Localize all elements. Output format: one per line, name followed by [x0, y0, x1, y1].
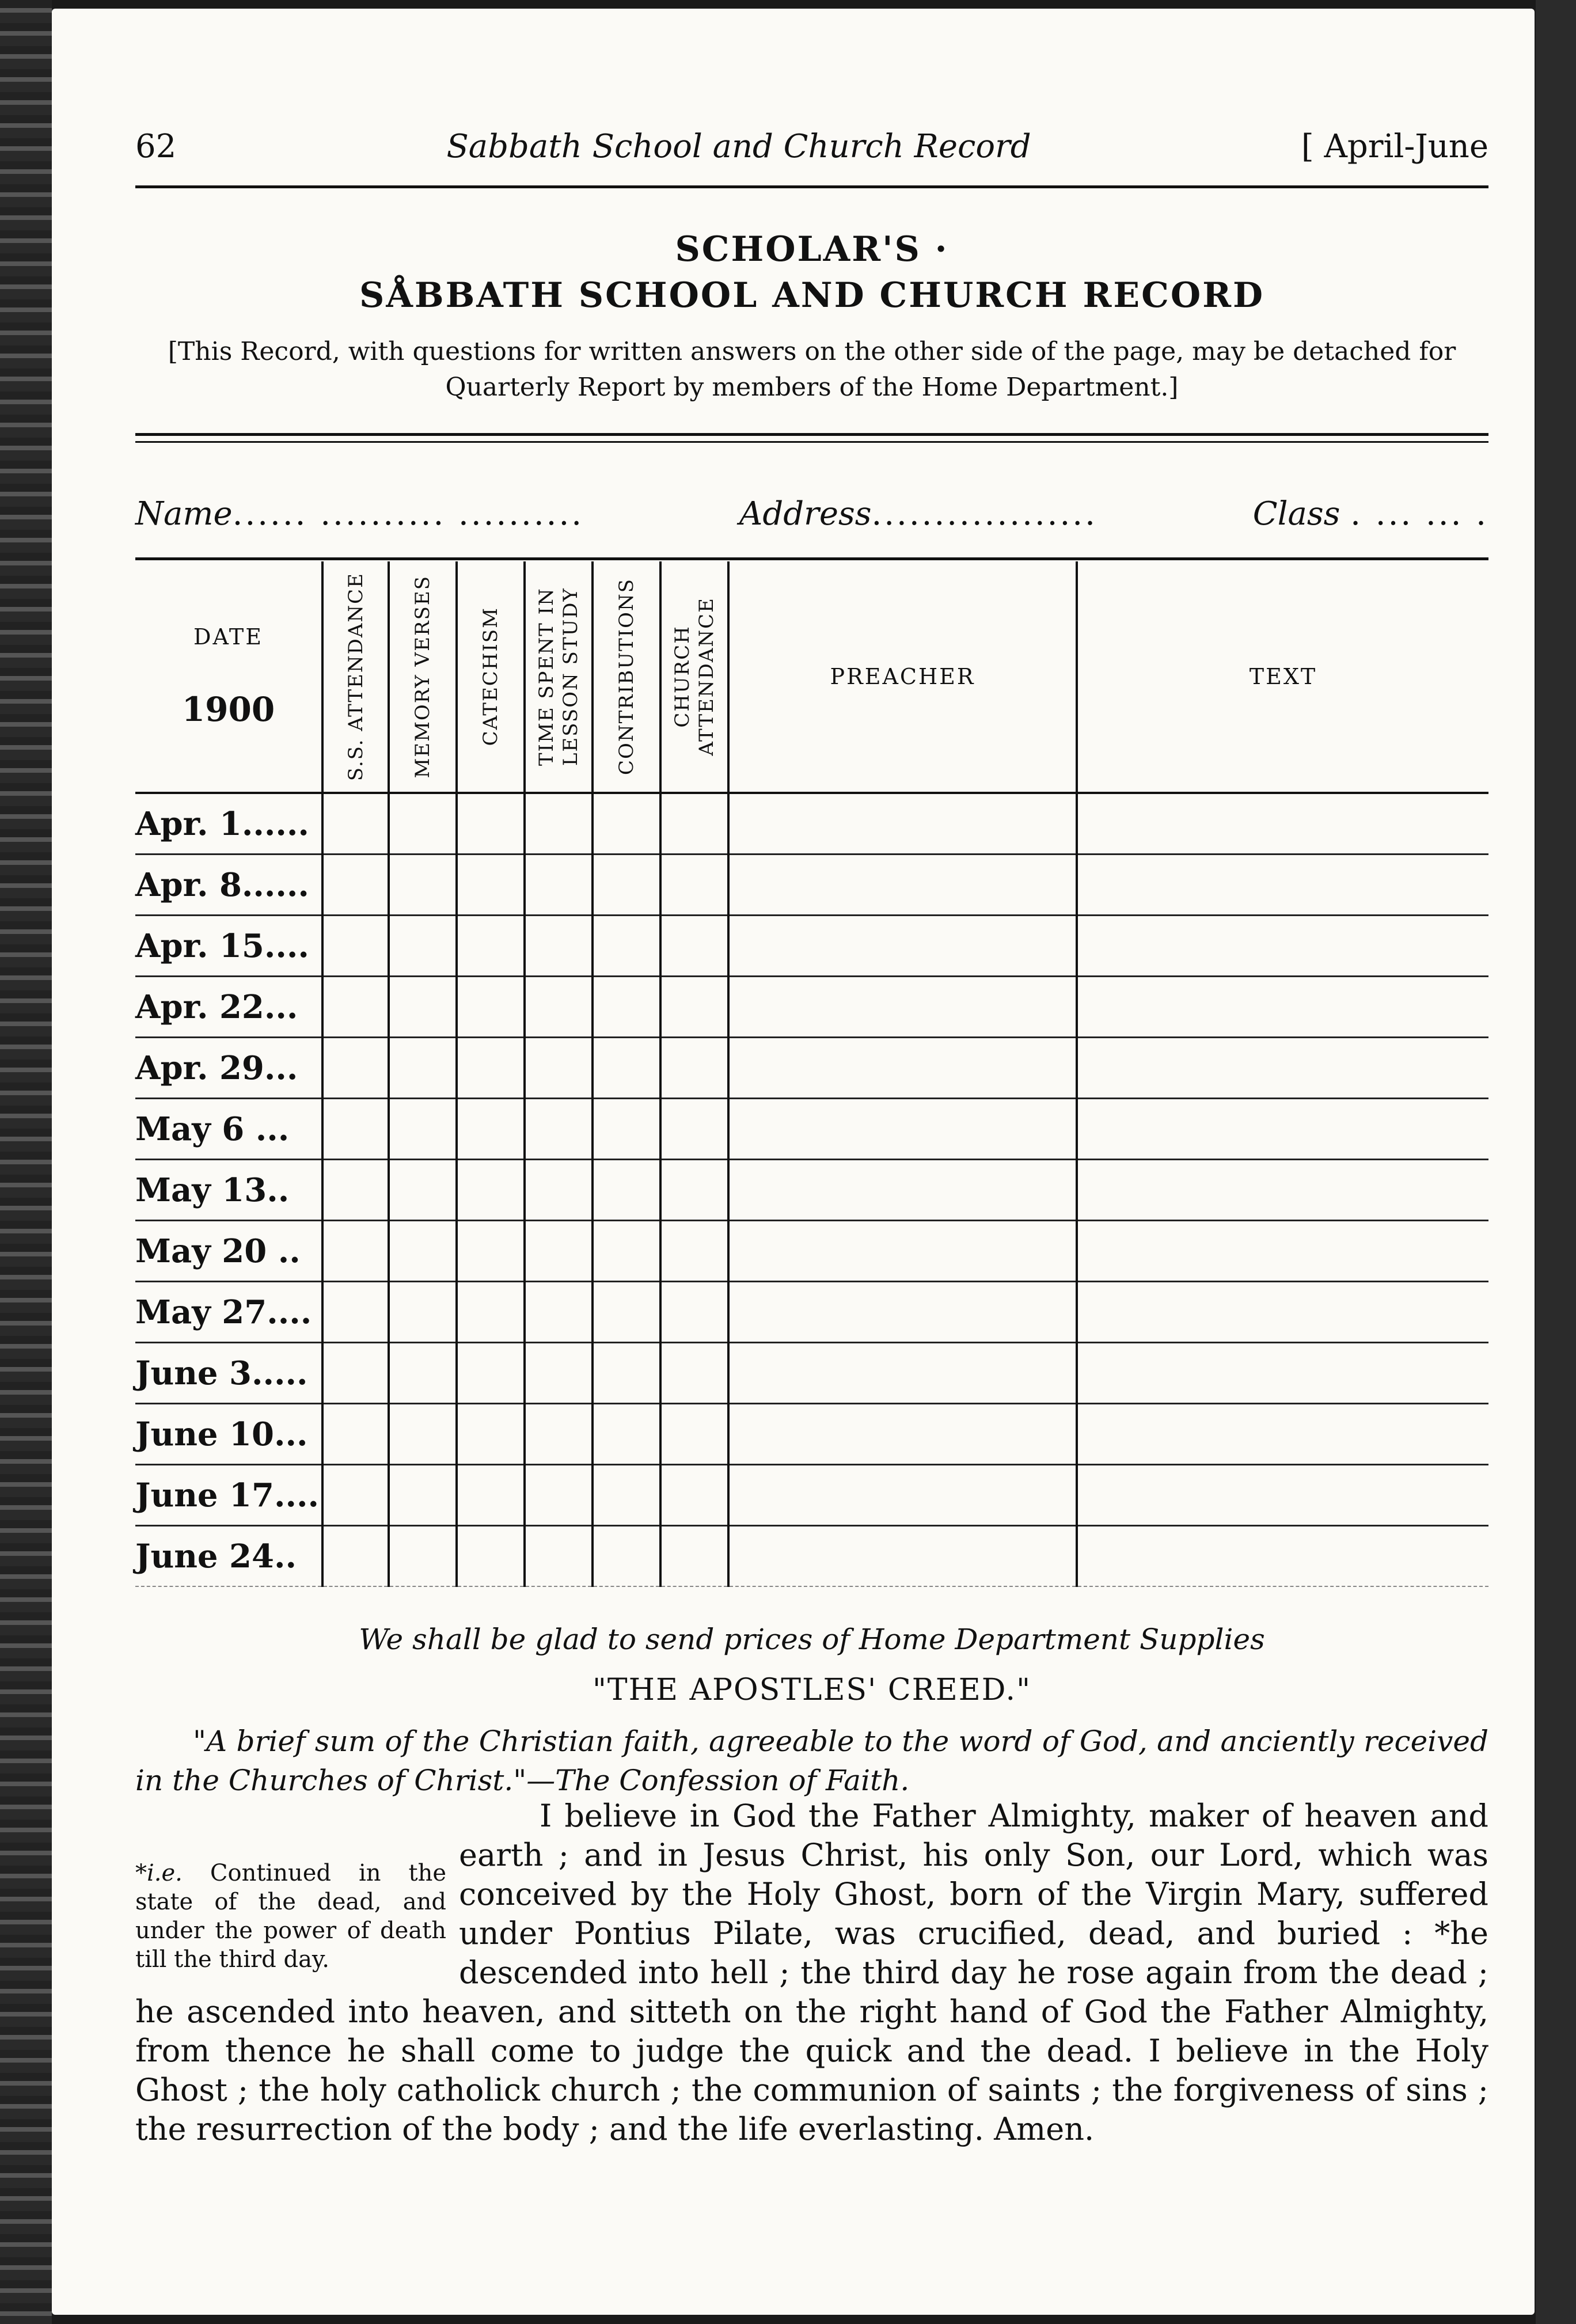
cell-catechism[interactable] — [457, 916, 525, 977]
cell-church-attendance[interactable] — [660, 916, 728, 977]
record-heading-line2: SÅBBATH SCHOOL AND CHURCH RECORD — [359, 275, 1264, 316]
cell-contributions[interactable] — [593, 1404, 660, 1465]
cell-preacher[interactable] — [728, 977, 1077, 1038]
catechism-label: CATECHISM — [479, 607, 502, 746]
row-date: Apr. 1...... — [135, 793, 322, 855]
cell-preacher[interactable] — [728, 1404, 1077, 1465]
cell-ss-attendance[interactable] — [322, 916, 389, 977]
cell-memory-verses[interactable] — [389, 1404, 457, 1465]
cell-church-attendance[interactable] — [660, 1160, 728, 1221]
cell-catechism[interactable] — [457, 1282, 525, 1343]
cell-text[interactable] — [1077, 916, 1488, 977]
church-attendance-label: CHURCH ATTENDANCE — [671, 597, 718, 756]
cell-contributions[interactable] — [593, 977, 660, 1038]
cell-lesson-study[interactable] — [525, 1465, 593, 1526]
row-date: May 6 ... — [135, 1099, 322, 1160]
column-header-memory-verses — [389, 561, 457, 793]
cell-church-attendance[interactable] — [660, 1526, 728, 1587]
year-label: 1900 — [181, 690, 275, 729]
cell-contributions[interactable] — [593, 1221, 660, 1282]
memory-verses-label: MEMORY VERSES — [411, 575, 434, 779]
cell-memory-verses[interactable] — [389, 793, 457, 855]
cell-ss-attendance[interactable] — [322, 1465, 389, 1526]
cell-ss-attendance[interactable] — [322, 1282, 389, 1343]
cell-catechism[interactable] — [457, 1160, 525, 1221]
cell-lesson-study[interactable] — [525, 1343, 593, 1404]
creed-intro: "A brief sum of the Christian faith, agreeable to the word of God, and anciently received in the Churches of Christ."—The Confession of Faith. — [135, 1725, 1488, 1797]
record-note: [This Record, with questions for written answers on the other side of the page, may be detached for Quarterly Report by members of the Home Department.] — [168, 337, 1456, 402]
address-dots: .................. — [871, 495, 1097, 533]
contributions-label: CONTRIBUTIONS — [615, 578, 638, 775]
cell-church-attendance[interactable] — [660, 1343, 728, 1404]
creed-body — [135, 1797, 1488, 2149]
table-row — [135, 977, 1488, 1038]
cell-contributions[interactable] — [593, 793, 660, 855]
column-header-catechism — [457, 561, 525, 793]
cell-text[interactable] — [1077, 1282, 1488, 1343]
row-date: June 17.... — [135, 1465, 322, 1526]
cell-memory-verses[interactable] — [389, 1282, 457, 1343]
cell-memory-verses[interactable] — [389, 1465, 457, 1526]
table-row — [135, 1160, 1488, 1221]
cell-catechism[interactable] — [457, 1526, 525, 1587]
side-note-abbrev: *i.e. — [135, 1860, 183, 1886]
column-header-ss-attendance — [322, 561, 389, 793]
row-date: Apr. 8...... — [135, 855, 322, 916]
cell-text[interactable] — [1077, 1160, 1488, 1221]
cell-catechism[interactable] — [457, 1465, 525, 1526]
table-row — [135, 1282, 1488, 1343]
fields-rule — [135, 557, 1488, 560]
cell-text[interactable] — [1077, 1526, 1488, 1587]
record-table — [135, 561, 1488, 1587]
table-row — [135, 1038, 1488, 1099]
address-field[interactable] — [739, 495, 1097, 547]
name-dots: ...... .......... .......... — [232, 495, 584, 533]
cell-ss-attendance[interactable] — [322, 1343, 389, 1404]
cell-preacher[interactable] — [728, 1038, 1077, 1099]
cell-catechism[interactable] — [457, 1099, 525, 1160]
row-date: Apr. 15.... — [135, 916, 322, 977]
cell-text[interactable] — [1077, 855, 1488, 916]
cell-memory-verses[interactable] — [389, 1160, 457, 1221]
date-column-header — [135, 561, 322, 793]
row-date: June 10... — [135, 1404, 322, 1465]
column-header-lesson-study — [525, 561, 593, 793]
table-row — [135, 1221, 1488, 1282]
cell-text[interactable] — [1077, 1038, 1488, 1099]
cell-ss-attendance[interactable] — [322, 977, 389, 1038]
cell-preacher[interactable] — [728, 1526, 1077, 1587]
running-title: Sabbath School and Church Record — [446, 128, 1031, 165]
cell-text[interactable] — [1077, 1404, 1488, 1465]
double-rule-top — [135, 433, 1488, 436]
scholar-fields — [135, 495, 1488, 547]
running-header — [135, 128, 1488, 180]
cell-contributions[interactable] — [593, 1526, 660, 1587]
lesson-study-label: TIME SPENT IN LESSON STUDY — [535, 587, 582, 766]
table-row — [135, 916, 1488, 977]
cell-church-attendance[interactable] — [660, 855, 728, 916]
cell-memory-verses[interactable] — [389, 977, 457, 1038]
cell-text[interactable] — [1077, 1465, 1488, 1526]
cell-lesson-study[interactable] — [525, 1160, 593, 1221]
side-note-text: Continued in the state of the dead, and under the power of death till the third day. — [135, 1860, 447, 1973]
creed-text: I believe in God the Father Almighty, maker of heaven and earth ; and in Jesus Christ, his only Son, our Lord, which was conceived by the Holy Ghost, born of the Virgin Mary, suffered under Pontius Pilate, was crucified, dead, and buried : *he descended into hell ; the third day he rose again from the dead ; he ascended into heaven, and sitteth on the right hand of God the Father Almighty, from thence he shall come to judge the quick and the dead. I believe in the Holy Ghost ; the holy catholick church ; the communion of saints ; the forgiveness of sins ; the resurrection of the body ; and the life everlasting. Amen. — [135, 1798, 1488, 2147]
cell-contributions[interactable] — [593, 1282, 660, 1343]
double-rule-bottom — [135, 441, 1488, 443]
cell-text[interactable] — [1077, 977, 1488, 1038]
row-date: Apr. 22... — [135, 977, 322, 1038]
cell-church-attendance[interactable] — [660, 1404, 728, 1465]
cell-contributions[interactable] — [593, 1343, 660, 1404]
cell-text[interactable] — [1077, 1343, 1488, 1404]
cell-catechism[interactable] — [457, 1404, 525, 1465]
creed-title: "THE APOSTLES' CREED." — [593, 1673, 1031, 1707]
cell-church-attendance[interactable] — [660, 977, 728, 1038]
row-date: June 24.. — [135, 1526, 322, 1587]
cell-ss-attendance[interactable] — [322, 1160, 389, 1221]
cell-contributions[interactable] — [593, 1099, 660, 1160]
record-body — [135, 793, 1488, 1586]
row-date: May 13.. — [135, 1160, 322, 1221]
class-field[interactable] — [1253, 495, 1488, 547]
ss-attendance-label: S.S. ATTENDANCE — [344, 572, 367, 781]
table-row — [135, 1343, 1488, 1404]
name-field[interactable] — [135, 495, 584, 547]
cell-preacher[interactable] — [728, 855, 1077, 916]
class-dots: . ... ... . — [1350, 495, 1488, 533]
cell-catechism[interactable] — [457, 1038, 525, 1099]
table-row — [135, 1099, 1488, 1160]
cell-contributions[interactable] — [593, 855, 660, 916]
cell-preacher[interactable] — [728, 1221, 1077, 1282]
cell-contributions[interactable] — [593, 1160, 660, 1221]
cell-catechism[interactable] — [457, 977, 525, 1038]
cell-church-attendance[interactable] — [660, 1099, 728, 1160]
cell-contributions[interactable] — [593, 916, 660, 977]
header-rule — [135, 185, 1488, 188]
cell-lesson-study[interactable] — [525, 793, 593, 855]
cell-preacher[interactable] — [728, 793, 1077, 855]
cell-preacher[interactable] — [728, 1160, 1077, 1221]
cell-lesson-study[interactable] — [525, 1282, 593, 1343]
record-heading-line1: SCHOLAR'S · — [675, 229, 949, 269]
cell-church-attendance[interactable] — [660, 1282, 728, 1343]
cell-lesson-study[interactable] — [525, 855, 593, 916]
cell-catechism[interactable] — [457, 1221, 525, 1282]
cell-church-attendance[interactable] — [660, 1038, 728, 1099]
cell-lesson-study[interactable] — [525, 977, 593, 1038]
table-row — [135, 1465, 1488, 1526]
cell-church-attendance[interactable] — [660, 1465, 728, 1526]
cell-preacher[interactable] — [728, 1465, 1077, 1526]
cell-contributions[interactable] — [593, 1038, 660, 1099]
supplies-note: We shall be glad to send prices of Home Department Supplies — [359, 1623, 1265, 1656]
cell-memory-verses[interactable] — [389, 916, 457, 977]
cell-lesson-study[interactable] — [525, 1526, 593, 1587]
page-number: 62 — [135, 128, 177, 165]
cell-lesson-study[interactable] — [525, 1038, 593, 1099]
cell-ss-attendance[interactable] — [322, 1526, 389, 1587]
cell-memory-verses[interactable] — [389, 1038, 457, 1099]
cell-catechism[interactable] — [457, 793, 525, 855]
cell-text[interactable] — [1077, 1099, 1488, 1160]
column-header-church-attendance — [660, 561, 728, 793]
cell-ss-attendance[interactable] — [322, 1221, 389, 1282]
table-row — [135, 1404, 1488, 1465]
cell-memory-verses[interactable] — [389, 1221, 457, 1282]
table-row — [135, 1526, 1488, 1587]
table-row — [135, 793, 1488, 855]
cell-ss-attendance[interactable] — [322, 1099, 389, 1160]
cell-text[interactable] — [1077, 1221, 1488, 1282]
cell-preacher[interactable] — [728, 916, 1077, 977]
cell-memory-verses[interactable] — [389, 855, 457, 916]
class-label: Class — [1252, 495, 1340, 533]
cell-ss-attendance[interactable] — [322, 793, 389, 855]
row-date: June 3..... — [135, 1343, 322, 1404]
cell-contributions[interactable] — [593, 1465, 660, 1526]
cell-catechism[interactable] — [457, 855, 525, 916]
row-date: May 27.... — [135, 1282, 322, 1343]
row-date: May 20 .. — [135, 1221, 322, 1282]
table-header-row — [135, 561, 1488, 793]
column-header-preacher: PREACHER — [728, 561, 1077, 793]
creed-side-note — [135, 1859, 446, 1974]
cell-church-attendance[interactable] — [660, 793, 728, 855]
name-label: Name — [135, 495, 233, 533]
table-row — [135, 855, 1488, 916]
date-header-label: DATE — [193, 624, 263, 650]
cell-lesson-study[interactable] — [525, 1221, 593, 1282]
cell-preacher[interactable] — [728, 1282, 1077, 1343]
cell-memory-verses[interactable] — [389, 1099, 457, 1160]
cell-ss-attendance[interactable] — [322, 1404, 389, 1465]
cell-preacher[interactable] — [728, 1099, 1077, 1160]
column-header-text: TEXT — [1077, 561, 1488, 793]
cell-lesson-study[interactable] — [525, 916, 593, 977]
cell-lesson-study[interactable] — [525, 1404, 593, 1465]
cell-ss-attendance[interactable] — [322, 1038, 389, 1099]
cell-memory-verses[interactable] — [389, 1526, 457, 1587]
cell-catechism[interactable] — [457, 1343, 525, 1404]
column-header-contributions — [593, 561, 660, 793]
section-label: [ April-June — [1301, 128, 1488, 165]
address-label: Address — [739, 495, 872, 533]
cell-lesson-study[interactable] — [525, 1099, 593, 1160]
cell-text[interactable] — [1077, 793, 1488, 855]
cell-church-attendance[interactable] — [660, 1221, 728, 1282]
cell-preacher[interactable] — [728, 1343, 1077, 1404]
cell-memory-verses[interactable] — [389, 1343, 457, 1404]
cell-ss-attendance[interactable] — [322, 855, 389, 916]
row-date: Apr. 29... — [135, 1038, 322, 1099]
